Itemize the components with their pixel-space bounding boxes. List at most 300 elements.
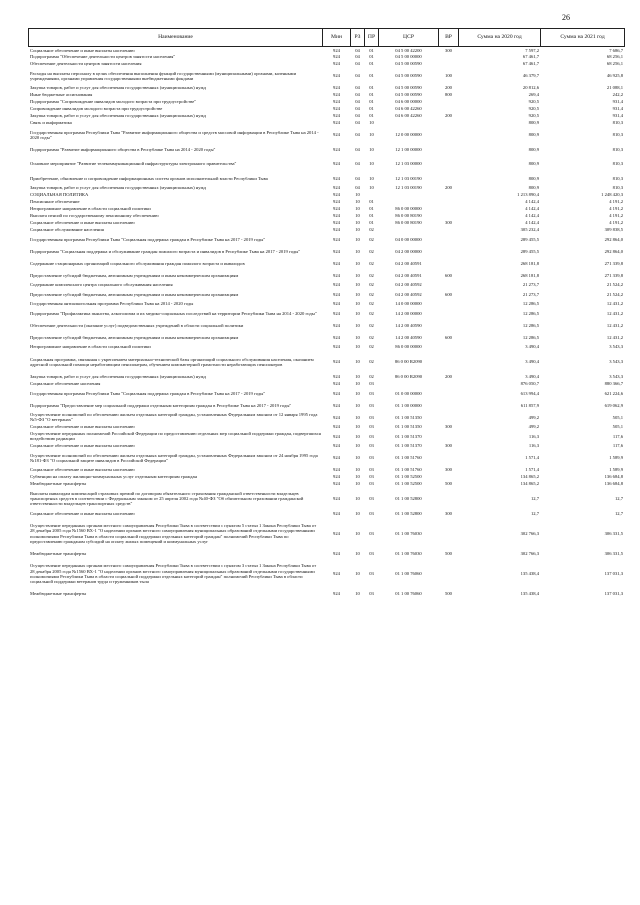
table-row <box>29 517 625 550</box>
table-row <box>29 270 625 282</box>
row-vr: 600 <box>445 291 452 297</box>
row-csr: 04 2 00 40591 <box>395 260 422 266</box>
row-vr <box>439 487 459 510</box>
row-sum-2021: 1 589,9 <box>609 455 623 461</box>
table-row <box>29 480 625 487</box>
row-rz: 10 <box>355 192 360 198</box>
table-row <box>29 590 625 597</box>
row-rz: 10 <box>355 414 360 420</box>
row-sum-2020: 3 490,4 <box>525 344 539 350</box>
row-sum-2021: 242,2 <box>612 92 623 98</box>
row-ved: 924 <box>333 414 340 420</box>
row-vr <box>439 430 459 442</box>
table-row <box>29 192 625 199</box>
row-name: Социальная программа, связанная с укреплением материально-технической базы организаций социального обслуживания населения, оказанием адресной социальной помощи неработающим пенсионерам, обучением компьютерной грамотности неработающих пенсионеров <box>30 356 314 367</box>
row-ved: 924 <box>333 571 340 577</box>
row-pr: 03 <box>369 433 374 439</box>
row-vr <box>439 351 459 374</box>
table-row <box>29 289 625 301</box>
row-pr: 01 <box>369 47 374 53</box>
table-row <box>29 68 625 85</box>
header-rz: РЗ <box>351 29 365 47</box>
row-ved: 924 <box>333 591 340 597</box>
row-sum-2020: 134 865,2 <box>520 481 539 487</box>
row-name: Расходы на выплаты персоналу в целях обеспечения выполнения функций государственными (муниципальными) органами, казенными учреждениями, органами управления государственными внебюджетными фондами <box>30 70 297 81</box>
row-name: Предоставление субсидий бюджетным, автономным учреждениям и иным некоммерческим организациям <box>30 291 239 297</box>
row-rz: 10 <box>355 455 360 461</box>
header-ved: Мин <box>323 29 351 47</box>
row-sum-2021: 12 431,2 <box>606 334 623 340</box>
row-csr <box>379 380 439 387</box>
row-sum-2020: 67 461,7 <box>522 61 539 67</box>
row-sum-2021: 137 031,3 <box>604 571 623 577</box>
row-ved: 924 <box>333 213 340 219</box>
row-csr: 04 6 00 42260 <box>395 106 422 112</box>
row-rz: 04 <box>355 85 360 91</box>
row-name: Подпрограмма "Профилактика пьянства, алкоголизма и их медико-социальных последствий на территории Республики Тыва на 2014 - 2020 годы" <box>30 310 317 316</box>
table-row <box>29 473 625 480</box>
row-name: Социальное обеспечение и иные выплаты населению <box>30 510 135 516</box>
table-row <box>29 246 625 258</box>
table-row <box>29 206 625 213</box>
row-sum-2021: 12 431,2 <box>606 310 623 316</box>
row-vr <box>439 246 459 258</box>
row-csr: 86 0 00 00000 <box>395 344 422 350</box>
row-ved: 924 <box>333 455 340 461</box>
row-pr: 03 <box>369 496 374 502</box>
row-pr: 02 <box>369 310 374 316</box>
budget-table <box>28 28 625 597</box>
table-row <box>29 85 625 92</box>
row-sum-2021: 271 339,8 <box>604 260 623 266</box>
row-csr: 04 2 00 40592 <box>395 291 422 297</box>
row-csr: 01 1 00 51370 <box>395 433 422 439</box>
table-row <box>29 320 625 332</box>
row-sum-2020: 302 766,3 <box>520 531 539 537</box>
row-rz: 10 <box>355 359 360 365</box>
row-sum-2021: 810,3 <box>612 146 623 152</box>
row-sum-2020: 876 050,7 <box>520 381 539 387</box>
row-sum-2020: 134 865,2 <box>520 474 539 480</box>
row-name: Межбюджетные трансферты <box>30 481 87 487</box>
row-rz: 10 <box>355 206 360 212</box>
row-sum-2021: 46 925,8 <box>606 73 623 79</box>
row-pr: 10 <box>369 185 374 191</box>
row-csr: 12 0 00 00000 <box>395 132 422 138</box>
row-name: Социальное обеспечение и иные выплаты населению <box>30 443 135 449</box>
table-row <box>29 106 625 113</box>
row-name: Сопровождение инвалидов молодого возраста при трудоустройстве <box>30 106 163 112</box>
row-name: Иные бюджетные ассигнования <box>30 92 93 98</box>
row-sum-2021: 880 366,7 <box>604 381 623 387</box>
row-name: Закупка товаров, работ и услуг для обеспечения государственных (муниципальных) нужд <box>30 185 206 191</box>
row-pr: 03 <box>369 381 374 387</box>
row-pr: 02 <box>369 301 374 307</box>
row-ved: 924 <box>333 106 340 112</box>
row-rz: 10 <box>355 571 360 577</box>
row-rz: 10 <box>355 474 360 480</box>
row-vr: 600 <box>445 272 452 278</box>
row-sum-2020: 289 455,5 <box>520 236 539 242</box>
row-vr: 200 <box>445 185 452 191</box>
row-rz: 10 <box>355 510 360 516</box>
row-sum-2020: 1 571,4 <box>525 467 539 473</box>
table-row <box>29 234 625 246</box>
row-name: Социальное обслуживание населения <box>30 227 104 233</box>
row-sum-2021: 306 331,5 <box>604 551 623 557</box>
row-name: Содержание стационарных организаций социального обслуживания граждан пожилого возраста и инвалидов <box>30 260 245 266</box>
row-csr: 04 0 00 00000 <box>395 236 422 242</box>
row-pr: 02 <box>369 344 374 350</box>
row-rz: 10 <box>355 213 360 219</box>
row-rz: 04 <box>355 61 360 67</box>
row-sum-2021: 4 191,2 <box>609 206 623 212</box>
row-sum-2020: 7 597,2 <box>525 47 539 53</box>
row-rz: 10 <box>355 248 360 254</box>
table-row <box>29 449 625 466</box>
row-vr <box>439 449 459 466</box>
table-row <box>29 387 625 399</box>
row-vr <box>439 473 459 480</box>
row-sum-2020: 302 766,3 <box>520 551 539 557</box>
table-row <box>29 120 625 127</box>
row-vr <box>439 173 459 185</box>
row-name: Социальное обеспечение населения <box>30 381 101 387</box>
row-vr <box>439 387 459 399</box>
row-rz: 10 <box>355 551 360 557</box>
row-ved: 924 <box>333 282 340 288</box>
table-row <box>29 308 625 320</box>
row-ved: 924 <box>333 359 340 365</box>
row-sum-2020: 920,5 <box>528 113 539 119</box>
row-csr: 04 2 00 40592 <box>395 282 422 288</box>
row-rz: 04 <box>355 161 360 167</box>
row-csr: 86 0 00 80190 <box>395 213 422 219</box>
row-sum-2020: 3 490,4 <box>525 359 539 365</box>
header-sum-2021: Сумма на 2021 год <box>541 29 625 47</box>
row-vr <box>439 557 459 590</box>
row-csr: 04 2 00 00000 <box>395 248 422 254</box>
row-csr: 86 0 00 R2090 <box>394 359 423 365</box>
row-vr: 300 <box>445 47 452 53</box>
row-vr: 300 <box>445 443 452 449</box>
row-rz: 10 <box>355 236 360 242</box>
table-row <box>29 99 625 106</box>
row-sum-2021: 292 864,0 <box>604 248 623 254</box>
table-row <box>29 510 625 517</box>
row-sum-2021: 3 543,3 <box>609 344 623 350</box>
row-pr: 02 <box>369 260 374 266</box>
row-pr: 03 <box>369 424 374 430</box>
row-name: Государственная антиалкогольная программа Республики Тыва на 2014 - 2020 годы <box>30 301 194 307</box>
row-ved: 924 <box>333 206 340 212</box>
row-ved: 924 <box>333 334 340 340</box>
row-ved: 924 <box>333 54 340 60</box>
row-csr: 01 1 00 51350 <box>395 424 422 430</box>
row-ved: 924 <box>333 481 340 487</box>
row-vr <box>439 199 459 206</box>
row-sum-2021: 505,1 <box>612 424 623 430</box>
row-sum-2020: 499,2 <box>528 414 539 420</box>
header-name: Наименование <box>29 29 323 47</box>
table-row <box>29 185 625 192</box>
row-vr: 500 <box>445 591 452 597</box>
row-ved: 924 <box>333 402 340 408</box>
row-name: Социальное обеспечение и иные выплаты населению <box>30 467 135 473</box>
row-name: Осуществление полномочий по обеспечению жильем отдельных категорий граждан, установленных Федеральным законом от 12 января 1995 года №5-ФЗ "О ветеранах" <box>30 412 318 423</box>
row-rz: 10 <box>355 260 360 266</box>
row-sum-2020: 1 213 890,4 <box>517 192 539 198</box>
row-sum-2021: 12,7 <box>614 496 623 502</box>
row-ved: 924 <box>333 92 340 98</box>
row-vr <box>439 54 459 61</box>
row-vr: 500 <box>445 551 452 557</box>
row-pr: 01 <box>369 106 374 112</box>
row-sum-2021: 136 684,8 <box>604 474 623 480</box>
table-row <box>29 113 625 120</box>
row-pr: 03 <box>369 591 374 597</box>
row-pr: 02 <box>369 272 374 278</box>
page-number: 26 <box>562 13 570 22</box>
row-vr <box>439 399 459 411</box>
row-pr: 02 <box>369 248 374 254</box>
row-sum-2021: 292 864,0 <box>604 236 623 242</box>
row-pr: 02 <box>369 359 374 365</box>
row-name: СОЦИАЛЬНАЯ ПОЛИТИКА <box>30 192 89 198</box>
row-rz: 10 <box>355 531 360 537</box>
row-ved: 924 <box>333 381 340 387</box>
row-vr <box>439 144 459 156</box>
table-row <box>29 47 625 54</box>
row-rz: 10 <box>355 374 360 380</box>
row-sum-2021: 309 838,5 <box>604 227 623 233</box>
row-vr: 200 <box>445 85 452 91</box>
row-pr: 03 <box>369 571 374 577</box>
row-pr: 01 <box>369 92 374 98</box>
row-pr: 03 <box>369 455 374 461</box>
row-pr: 01 <box>369 99 374 105</box>
row-sum-2021: 136 684,8 <box>604 481 623 487</box>
row-csr: 01 1 00 51350 <box>395 414 422 420</box>
row-csr: 01 1 00 51760 <box>395 467 422 473</box>
row-sum-2021: 810,3 <box>612 161 623 167</box>
row-csr <box>379 199 439 206</box>
row-sum-2020: 116,3 <box>528 443 539 449</box>
row-pr: 02 <box>369 282 374 288</box>
row-pr: 01 <box>369 73 374 79</box>
row-name: Закупка товаров, работ и услуг для обеспечения государственных (муниципальных) нужд <box>30 113 206 119</box>
row-vr <box>439 156 459 173</box>
row-csr: 04 5 00 00590 <box>395 85 422 91</box>
row-rz: 10 <box>355 381 360 387</box>
row-rz: 04 <box>355 146 360 152</box>
row-sum-2021: 68 256,1 <box>606 54 623 60</box>
row-name: Подпрограмма "Предоставление мер социальной поддержки отдельным категориям граждан в Республике Тыва на 2017 - 2019 годы" <box>30 402 292 408</box>
row-ved: 924 <box>333 433 340 439</box>
row-ved: 924 <box>333 474 340 480</box>
row-rz: 10 <box>355 334 360 340</box>
table-row <box>29 344 625 351</box>
row-pr: 10 <box>369 120 374 126</box>
row-vr: 600 <box>445 334 452 340</box>
row-vr <box>439 61 459 68</box>
table-row <box>29 61 625 68</box>
row-name: Осуществление переданных органам местного самоуправления Республики Тыва в соответствии с пунктом 3 статьи 1 Закона Республики Тыва от 28 декабря 2005 года №1560 ВХ-1 "О наделении органов местного самоуправления муниципальных образований отдельными государственными полномочиями Республики Тыва в области социальной поддержки отдельных категорий граждан" полномочий Республики Тыва в области социальной поддержки ветеранов труда и труженников тыла <box>30 563 317 585</box>
row-ved: 924 <box>333 175 340 181</box>
row-rz: 10 <box>355 591 360 597</box>
row-csr: 01 1 00 76060 <box>395 591 422 597</box>
row-pr: 01 <box>369 199 374 205</box>
row-csr <box>379 192 439 199</box>
row-ved: 924 <box>333 443 340 449</box>
row-sum-2020: 800,9 <box>528 120 539 126</box>
header-vr: ВР <box>439 29 459 47</box>
row-sum-2020: 1 571,4 <box>525 455 539 461</box>
row-vr <box>439 380 459 387</box>
row-rz: 10 <box>355 433 360 439</box>
row-sum-2021: 12 431,2 <box>606 322 623 328</box>
row-sum-2020: 4 142,4 <box>525 213 539 219</box>
row-rz: 04 <box>355 99 360 105</box>
row-csr: 14 2 00 00000 <box>395 310 422 316</box>
row-name: Пенсионное обеспечение <box>30 199 80 205</box>
row-name: Основное мероприятие "Развитие телекоммуникационной инфраструктуры электронного правительства" <box>30 161 237 167</box>
row-sum-2020: 12 286,5 <box>522 322 539 328</box>
row-csr: 04 5 00 00590 <box>395 73 422 79</box>
row-sum-2020: 21 273,7 <box>522 291 539 297</box>
row-pr: 01 <box>369 85 374 91</box>
row-name: Предоставление субсидий бюджетным, автономным учреждениям и иным некоммерческим организациям <box>30 334 239 340</box>
table-row <box>29 423 625 430</box>
row-ved: 924 <box>333 220 340 226</box>
row-ved: 924 <box>333 310 340 316</box>
row-name: Закупка товаров, работ и услуг для обеспечения государственных (муниципальных) нужд <box>30 85 206 91</box>
row-vr: 200 <box>445 113 452 119</box>
row-csr: 01 1 00 52800 <box>395 496 422 502</box>
row-name: Государственная программа Республики Тыва "Социальная поддержка граждан в Республике Тыва на 2017 - 2019 годы" <box>30 236 266 242</box>
row-sum-2021: 68 256,1 <box>606 61 623 67</box>
row-rz: 04 <box>355 73 360 79</box>
row-pr: 10 <box>369 146 374 152</box>
row-sum-2021: 7 686,7 <box>609 47 623 53</box>
row-ved: 924 <box>333 496 340 502</box>
row-pr: 10 <box>369 132 374 138</box>
row-sum-2021: 810,3 <box>612 185 623 191</box>
row-sum-2021: 3 543,3 <box>609 359 623 365</box>
row-rz: 04 <box>355 132 360 138</box>
row-ved: 924 <box>333 61 340 67</box>
row-pr: 10 <box>369 175 374 181</box>
row-sum-2021: 21 524,2 <box>606 282 623 288</box>
table-row <box>29 466 625 473</box>
row-name: Предоставление субсидий бюджетным, автономным учреждениям и иным некоммерческим организациям <box>30 272 239 278</box>
row-vr <box>439 517 459 550</box>
row-sum-2020: 920,5 <box>528 106 539 112</box>
table-row <box>29 301 625 308</box>
row-name: Содержание комплексного центра социального обслуживания населения <box>30 282 173 288</box>
row-name: Государственная программа Республики Тыва "Развитие информационного общества и средств массовой информации в Республике Тыва на 2014 - 2020 годы" <box>30 129 319 140</box>
row-csr: 14 2 00 40590 <box>395 334 422 340</box>
row-ved: 924 <box>333 146 340 152</box>
row-csr: 01 0 00 00000 <box>395 390 422 396</box>
row-csr: 04 5 00 00590 <box>395 92 422 98</box>
row-name: Выплаты инвалидам компенсаций страховых премий по договорам обязательного страхования гражданской ответственности владельцев транспортных средств в соответствии с Федеральным законом от 25 апреля 2002 года №40-ФЗ "Об обязательном страховании гражданской ответственности владельцев транспортных средств" <box>30 490 304 507</box>
row-rz: 10 <box>355 301 360 307</box>
row-csr: 04 5 00 00590 <box>395 61 422 67</box>
row-csr: 01 1 00 51370 <box>395 443 422 449</box>
row-rz: 10 <box>355 291 360 297</box>
row-vr: 300 <box>445 467 452 473</box>
row-sum-2020: 268 181,8 <box>520 272 539 278</box>
row-vr <box>439 213 459 220</box>
row-pr: 02 <box>369 334 374 340</box>
row-ved: 924 <box>333 531 340 537</box>
row-pr: 02 <box>369 236 374 242</box>
row-pr: 01 <box>369 213 374 219</box>
row-ved: 924 <box>333 73 340 79</box>
row-sum-2021: 810,3 <box>612 120 623 126</box>
row-vr <box>439 106 459 113</box>
table-row <box>29 144 625 156</box>
row-pr: 03 <box>369 390 374 396</box>
row-sum-2020: 12,7 <box>530 496 539 502</box>
row-vr <box>439 234 459 246</box>
row-csr: 04 2 00 40591 <box>395 272 422 278</box>
row-csr: 01 1 00 76060 <box>395 571 422 577</box>
table-row <box>29 173 625 185</box>
row-csr: 12 1 03 00000 <box>395 161 422 167</box>
row-sum-2020: 12 286,5 <box>522 334 539 340</box>
row-ved: 924 <box>333 322 340 328</box>
row-sum-2020: 800,9 <box>528 175 539 181</box>
row-sum-2021: 1 248 420,3 <box>601 192 623 198</box>
row-sum-2020: 4 142,4 <box>525 220 539 226</box>
row-sum-2021: 21 524,2 <box>606 291 623 297</box>
row-sum-2021: 505,1 <box>612 414 623 420</box>
row-vr <box>439 411 459 423</box>
row-csr: 12 1 03 00190 <box>395 175 422 181</box>
row-rz: 10 <box>355 467 360 473</box>
row-sum-2021: 4 191,2 <box>609 199 623 205</box>
row-ved: 924 <box>333 551 340 557</box>
row-csr: 04 5 00 42200 <box>395 47 422 53</box>
row-csr: 01 1 00 52500 <box>395 481 422 487</box>
header-sum-2020: Сумма на 2020 год <box>459 29 541 47</box>
row-sum-2020: 920,5 <box>528 99 539 105</box>
row-pr: 03 <box>369 414 374 420</box>
row-csr: 86 0 00 80190 <box>395 220 422 226</box>
row-sum-2020: 800,9 <box>528 146 539 152</box>
row-vr <box>439 127 459 144</box>
table-row <box>29 442 625 449</box>
row-vr <box>439 120 459 127</box>
row-sum-2021: 931,4 <box>612 106 623 112</box>
row-ved: 924 <box>333 132 340 138</box>
row-ved: 924 <box>333 85 340 91</box>
row-sum-2021: 117,6 <box>612 443 623 449</box>
row-pr: 01 <box>369 220 374 226</box>
table-row <box>29 487 625 510</box>
row-sum-2020: 135 438,4 <box>520 571 539 577</box>
row-pr: 10 <box>369 161 374 167</box>
row-ved: 924 <box>333 185 340 191</box>
row-ved: 924 <box>333 272 340 278</box>
row-sum-2021: 3 543,3 <box>609 374 623 380</box>
table-row <box>29 282 625 289</box>
row-ved: 924 <box>333 113 340 119</box>
row-rz: 04 <box>355 92 360 98</box>
row-pr: 03 <box>369 531 374 537</box>
